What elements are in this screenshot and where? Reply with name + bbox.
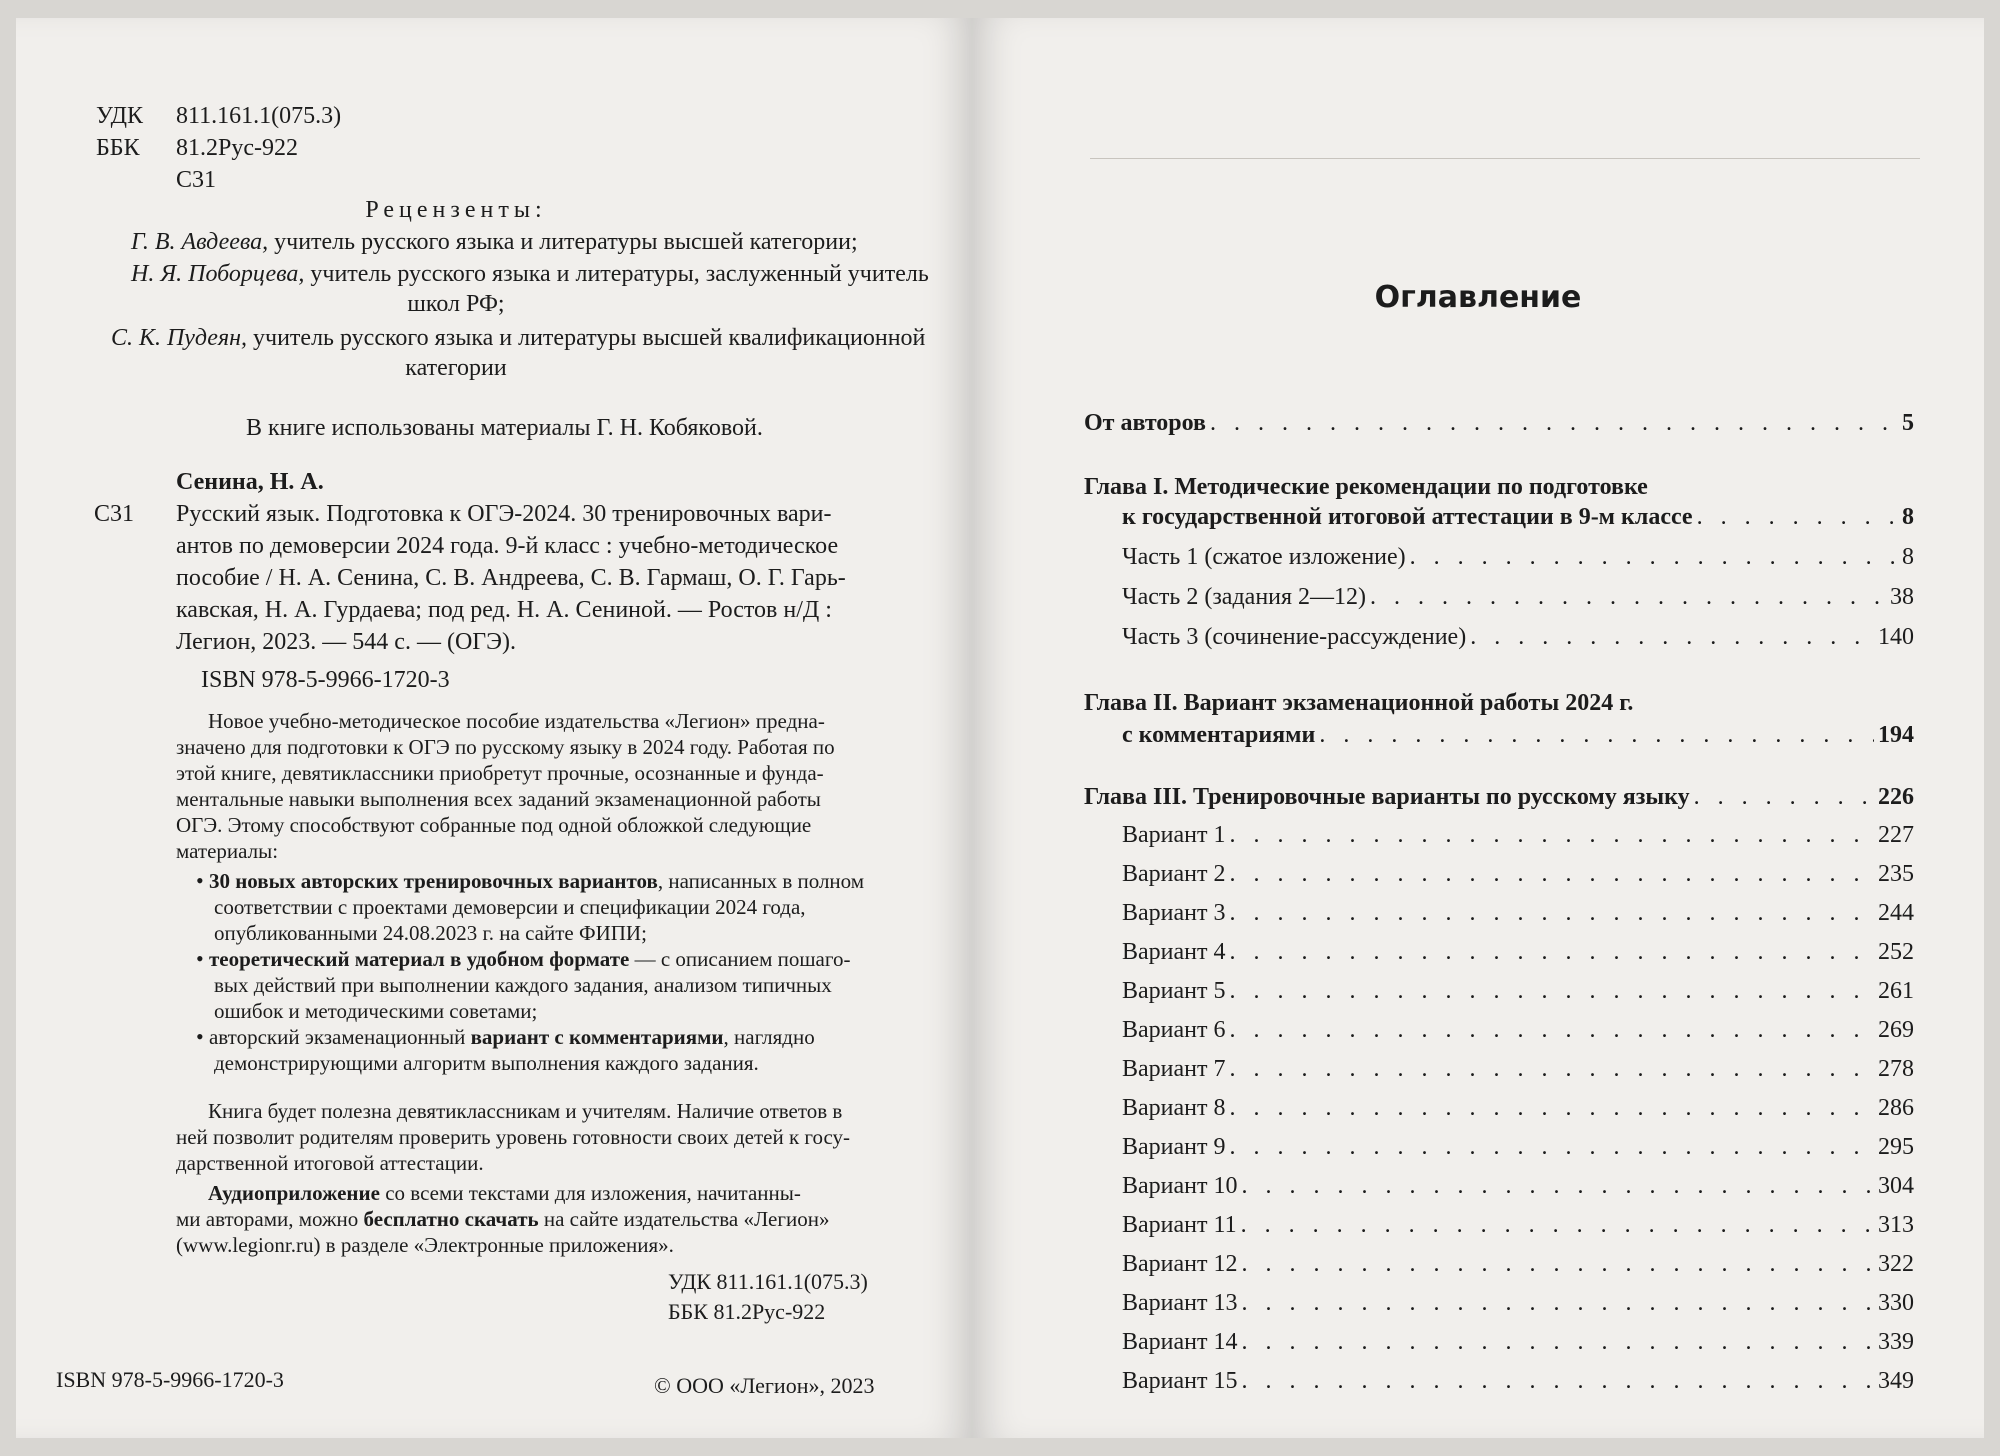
audio-text: со всеми текстами для изложения, начитанны-	[379, 1181, 801, 1205]
toc-dots	[1230, 976, 1875, 1006]
left-page	[16, 18, 972, 1438]
toc-entry	[1122, 1327, 1914, 1357]
toc-entry	[1122, 937, 1914, 967]
toc-entry-label: Вариант 12	[1122, 1251, 1238, 1277]
toc-entry-label: Вариант 1	[1122, 822, 1226, 848]
bullet-icon: •	[196, 868, 204, 893]
reviewer-role: учитель русского языка и литературы высшей категории;	[274, 229, 858, 255]
toc-entry-page: 313	[1878, 1212, 1914, 1238]
toc-entry	[1122, 582, 1914, 612]
reviewers-heading: Рецензенты:	[365, 197, 547, 223]
toc-entry	[1122, 976, 1914, 1006]
toc-entry	[1122, 1249, 1914, 1279]
bbk-value: 81.2Рус-922	[176, 135, 298, 161]
toc-entry-page: 226	[1878, 784, 1914, 810]
toc-entry-page: 227	[1878, 822, 1914, 848]
toc-entry	[1084, 688, 1914, 718]
toc-entry-page: 278	[1878, 1056, 1914, 1082]
toc-entry-label: Часть 1 (сжатое изложение)	[1122, 544, 1406, 570]
toc-dots	[1242, 1327, 1875, 1357]
toc-dots	[1470, 622, 1874, 652]
author-sign: С31	[176, 167, 217, 193]
toc-entry-label: Вариант 8	[1122, 1095, 1226, 1121]
toc-entry	[1122, 622, 1914, 652]
bullet-text: , написанных в полном	[657, 869, 865, 893]
toc-entry-label: Вариант 10	[1122, 1173, 1238, 1199]
intro-line: материалы:	[176, 839, 279, 863]
reviewer-3	[111, 324, 925, 352]
bbk-label: ББК	[96, 135, 140, 161]
toc-dots	[1242, 1171, 1875, 1201]
reviewer-role: учитель русского языка и литературы, заслуженный учитель	[310, 261, 929, 287]
isbn: ISBN 978-5-9966-1720-3	[201, 667, 450, 693]
bullet-bold: вариант с комментариями	[470, 1025, 724, 1049]
toc-entry-label: Вариант 15	[1122, 1368, 1238, 1394]
intro-line: ОГЭ. Этому способствуют собранные под одной обложкой следующие	[176, 813, 812, 837]
toc-entry-page: 8	[1902, 544, 1914, 570]
toc-entry	[1084, 408, 1914, 438]
toc-dots	[1230, 898, 1875, 928]
toc-entry-label: Вариант 7	[1122, 1056, 1226, 1082]
toc-dots	[1230, 937, 1875, 967]
toc-entry-label: Часть 3 (сочинение-рассуждение)	[1122, 624, 1467, 650]
toc-entry	[1122, 502, 1914, 532]
toc-entry-page: 194	[1878, 722, 1914, 748]
toc-dots	[1230, 1132, 1875, 1162]
intro-line: этой книге, девятиклассники приобретут прочные, осознанные и фунда-	[176, 761, 824, 785]
bib-line-4: кавская, Н. А. Гурдаева; под ред. Н. А. Сениной. — Ростов н/Д :	[176, 597, 832, 623]
toc-dots	[1242, 1249, 1875, 1279]
toc-entry	[1122, 1210, 1914, 1240]
toc-entry	[1122, 820, 1914, 850]
toc-entry-page: 244	[1878, 900, 1914, 926]
udk-bottom: УДК 811.161.1(075.3)	[668, 1269, 868, 1294]
author-name: Сенина, Н. А.	[176, 469, 324, 495]
audio-bold: бесплатно скачать	[363, 1207, 539, 1231]
toc-entry-label: Вариант 3	[1122, 900, 1226, 926]
toc-entry-page: 330	[1878, 1290, 1914, 1316]
toc-entry-label: к государственной итоговой аттестации в 9-м классе	[1122, 504, 1693, 530]
toc-dots	[1230, 1093, 1875, 1123]
toc-dots	[1697, 502, 1898, 532]
audio-paragraph	[176, 1180, 916, 1258]
reviewer-role: учитель русского языка и литературы высшей квалификационной	[253, 325, 926, 351]
bullet-icon: •	[196, 946, 204, 971]
toc-entry-label: Вариант 11	[1122, 1212, 1237, 1238]
toc-entry-page: 349	[1878, 1368, 1914, 1394]
toc-entry	[1122, 859, 1914, 889]
toc-dots	[1319, 720, 1874, 750]
useful-paragraph	[176, 1098, 916, 1176]
reviewer-2	[131, 260, 929, 288]
toc-entry-label: Вариант 4	[1122, 939, 1226, 965]
toc-entry-label: От авторов	[1084, 410, 1207, 436]
toc-entry-label: Глава II. Вариант экзаменационной работы 2024 г.	[1084, 690, 1634, 716]
intro-line: значено для подготовки к ОГЭ по русскому языку в 2024 году. Работая по	[176, 735, 835, 759]
audio-line: (www.legionr.ru) в разделе «Электронные приложения».	[176, 1233, 674, 1257]
toc-dots	[1694, 782, 1874, 812]
bib-line-2: антов по демоверсии 2024 года. 9-й класс : учебно-методическое	[176, 533, 839, 559]
toc-entry	[1122, 1054, 1914, 1084]
toc-entry	[1122, 720, 1914, 750]
right-page	[972, 18, 1984, 1438]
bullet-cont: соответствии с проектами демоверсии и спецификации 2024 года,	[214, 895, 806, 919]
toc-entry	[1122, 898, 1914, 928]
bullet-item	[196, 868, 916, 946]
toc-entry-label: Глава I. Методические рекомендации по подготовке	[1084, 474, 1648, 500]
toc-entry-label: Часть 2 (задания 2—12)	[1122, 584, 1367, 610]
bullet-text: авторский экзаменационный	[208, 1025, 471, 1049]
bullet-cont: вых действий при выполнении каждого задания, анализом типичных	[214, 973, 832, 997]
toc-entry-page: 38	[1890, 584, 1914, 610]
udk-label: УДК	[96, 103, 143, 129]
bullet-text: — с описанием пошаго-	[629, 947, 851, 971]
bullet-list	[196, 868, 916, 1076]
toc-entry	[1122, 1132, 1914, 1162]
toc-entry	[1122, 1093, 1914, 1123]
toc-entry-page: 261	[1878, 978, 1914, 1004]
toc-entry-page: 322	[1878, 1251, 1914, 1277]
bullet-item	[196, 946, 916, 1024]
toc-entry-page: 339	[1878, 1329, 1914, 1355]
toc-dots	[1230, 1015, 1875, 1045]
bullet-bold: теоретический материал в удобном формате	[208, 947, 630, 971]
useful-line: дарственной итоговой аттестации.	[176, 1151, 484, 1175]
audio-text: ми авторами, можно	[176, 1207, 364, 1231]
toc-dots	[1241, 1210, 1874, 1240]
materials-note: В книге использованы материалы Г. Н. Кобяковой.	[246, 415, 763, 441]
toc-entry	[1122, 1288, 1914, 1318]
copyright: © ООО «Легион», 2023	[654, 1373, 875, 1398]
audio-text: на сайте издательства «Легион»	[538, 1207, 830, 1231]
toc-title: Оглавление	[1374, 280, 1582, 315]
reviewer-name: Г. В. Авдеева,	[131, 229, 269, 255]
toc-entry	[1084, 472, 1914, 502]
bullet-bold: 30 новых авторских тренировочных вариантов	[208, 869, 658, 893]
reviewer-name: С. К. Пудеян,	[111, 325, 248, 351]
toc-entry-page: 8	[1902, 504, 1914, 530]
toc-dots	[1230, 859, 1875, 889]
toc-dots	[1242, 1288, 1875, 1318]
bib-line-5: Легион, 2023. — 544 с. — (ОГЭ).	[176, 629, 516, 655]
bullet-cont: ошибок и методическими советами;	[214, 999, 538, 1023]
toc-entry	[1122, 542, 1914, 572]
toc-entry-page: 304	[1878, 1173, 1914, 1199]
useful-line: Книга будет полезна девятиклассникам и учителям. Наличие ответов в	[208, 1099, 843, 1123]
bullet-icon: •	[196, 1024, 204, 1049]
toc-dots	[1242, 1366, 1875, 1396]
bullet-cont: демонстрирующими алгоритм выполнения каждого задания.	[214, 1051, 759, 1075]
bullet-item	[196, 1024, 916, 1076]
toc-entry-page: 252	[1878, 939, 1914, 965]
reviewer-1	[131, 228, 858, 256]
bullet-text: , наглядно	[723, 1025, 815, 1049]
margin-sign: С31	[94, 501, 135, 527]
bib-line-1: Русский язык. Подготовка к ОГЭ-2024. 30 тренировочных вари-	[176, 501, 832, 527]
toc-entry-page: 5	[1902, 410, 1914, 436]
header-rule	[1090, 158, 1920, 159]
reviewer-name: Н. Я. Поборцева,	[131, 261, 305, 287]
intro-line: ментальные навыки выполнения всех заданий экзаменационной работы	[176, 787, 821, 811]
toc-entry-page: 286	[1878, 1095, 1914, 1121]
intro-line: Новое учебно-методическое пособие издательства «Легион» предна-	[208, 709, 825, 733]
toc-entry-page: 269	[1878, 1017, 1914, 1043]
toc-dots	[1210, 408, 1898, 438]
toc-entry	[1084, 782, 1914, 812]
toc-dots	[1230, 820, 1875, 850]
toc-entry-page: 140	[1878, 624, 1914, 650]
toc-entry-label: с комментариями	[1122, 722, 1316, 748]
reviewer-3-cont: категории	[405, 355, 507, 381]
bib-line-3: пособие / Н. А. Сенина, С. В. Андреева, С. В. Гармаш, О. Г. Гарь-	[176, 565, 846, 591]
toc-entry-label: Вариант 5	[1122, 978, 1226, 1004]
toc-entry	[1122, 1366, 1914, 1396]
toc-entry-label: Вариант 2	[1122, 861, 1226, 887]
bbk-bottom: ББК 81.2Рус-922	[668, 1299, 826, 1324]
toc-entry-page: 235	[1878, 861, 1914, 887]
useful-line: ней позволит родителям проверить уровень готовности своих детей к госу-	[176, 1125, 851, 1149]
toc-entry-label: Вариант 14	[1122, 1329, 1238, 1355]
toc-entry-label: Глава III. Тренировочные варианты по русскому языку	[1084, 784, 1690, 810]
bullet-cont: опубликованными 24.08.2023 г. на сайте ФИПИ;	[214, 921, 647, 945]
toc-entry-label: Вариант 13	[1122, 1290, 1238, 1316]
toc-dots	[1370, 582, 1886, 612]
udk-value: 811.161.1(075.3)	[176, 103, 342, 129]
reviewer-2-cont: школ РФ;	[407, 291, 505, 317]
toc-entry	[1122, 1171, 1914, 1201]
audio-line	[176, 1180, 916, 1206]
toc-entry	[1122, 1015, 1914, 1045]
toc-dots	[1410, 542, 1898, 572]
toc-entry-label: Вариант 6	[1122, 1017, 1226, 1043]
intro-paragraph	[176, 708, 916, 864]
audio-bold: Аудиоприложение	[208, 1181, 380, 1205]
toc-entry-label: Вариант 9	[1122, 1134, 1226, 1160]
toc-entry-page: 295	[1878, 1134, 1914, 1160]
toc-dots	[1230, 1054, 1875, 1084]
isbn-bottom: ISBN 978-5-9966-1720-3	[56, 1367, 284, 1392]
audio-line	[176, 1206, 916, 1232]
